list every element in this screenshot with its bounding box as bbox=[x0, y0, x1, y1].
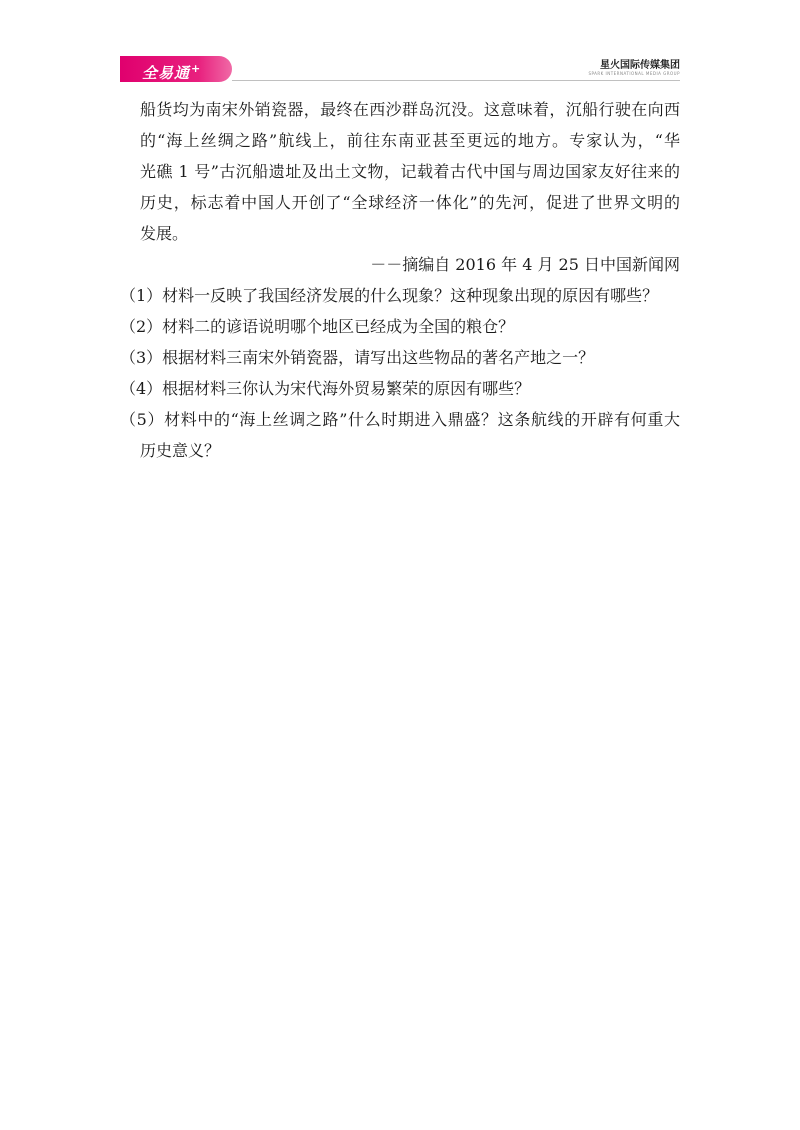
question-item bbox=[120, 280, 680, 311]
brand-logo-text: 全易通 bbox=[142, 64, 191, 82]
question-text: （2）材料二的谚语说明哪个地区已经成为全国的粮仓？ bbox=[120, 317, 515, 336]
material-line: 的“海上丝绸之路”航线上，前往东南亚甚至更远的地方。专家认为，“华 bbox=[140, 131, 680, 150]
question-text: （3）根据材料三南宋外销瓷器，请写出这些物品的著名产地之一？ bbox=[120, 348, 595, 367]
question-text: （1）材料一反映了我国经济发展的什么现象？这种现象出现的原因有哪些？ bbox=[120, 286, 659, 305]
page-header bbox=[120, 56, 680, 84]
question-list bbox=[120, 280, 680, 466]
material-line: 发展。 bbox=[140, 224, 189, 243]
header-divider bbox=[232, 80, 680, 81]
material-line: 光礁 1 号”古沉船遗址及出土文物，记载着古代中国与周边国家友好往来的 bbox=[140, 162, 680, 181]
question-item bbox=[120, 311, 680, 342]
material-source: －－摘编自 2016 年 4 月 25 日中国新闻网 bbox=[370, 255, 680, 274]
publisher-name: 星火国际传媒集团 bbox=[600, 60, 680, 71]
brand-logo bbox=[120, 56, 232, 82]
material-paragraph bbox=[140, 94, 680, 249]
document-body bbox=[120, 94, 680, 466]
question-item bbox=[120, 373, 680, 404]
material-line: 历史，标志着中国人开创了“全球经济一体化”的先河，促进了世界文明的 bbox=[140, 193, 680, 212]
material-line: 船货均为南宋外销瓷器，最终在西沙群岛沉没。这意味着，沉船行驶在向西 bbox=[140, 100, 680, 119]
question-text: （5）材料中的“海上丝调之路”什么时期进入鼎盛？这条航线的开辟有何重大 bbox=[120, 410, 680, 429]
question-item bbox=[120, 342, 680, 373]
publisher-mark bbox=[588, 60, 680, 77]
question-text-continued: 历史意义？ bbox=[140, 441, 221, 460]
question-text: （4）根据材料三你认为宋代海外贸易繁荣的原因有哪些？ bbox=[120, 379, 531, 398]
publisher-name-en: SPARK INTERNATIONAL MEDIA GROUP bbox=[588, 71, 680, 76]
question-item bbox=[120, 404, 680, 466]
brand-logo-plus: + bbox=[191, 62, 202, 75]
